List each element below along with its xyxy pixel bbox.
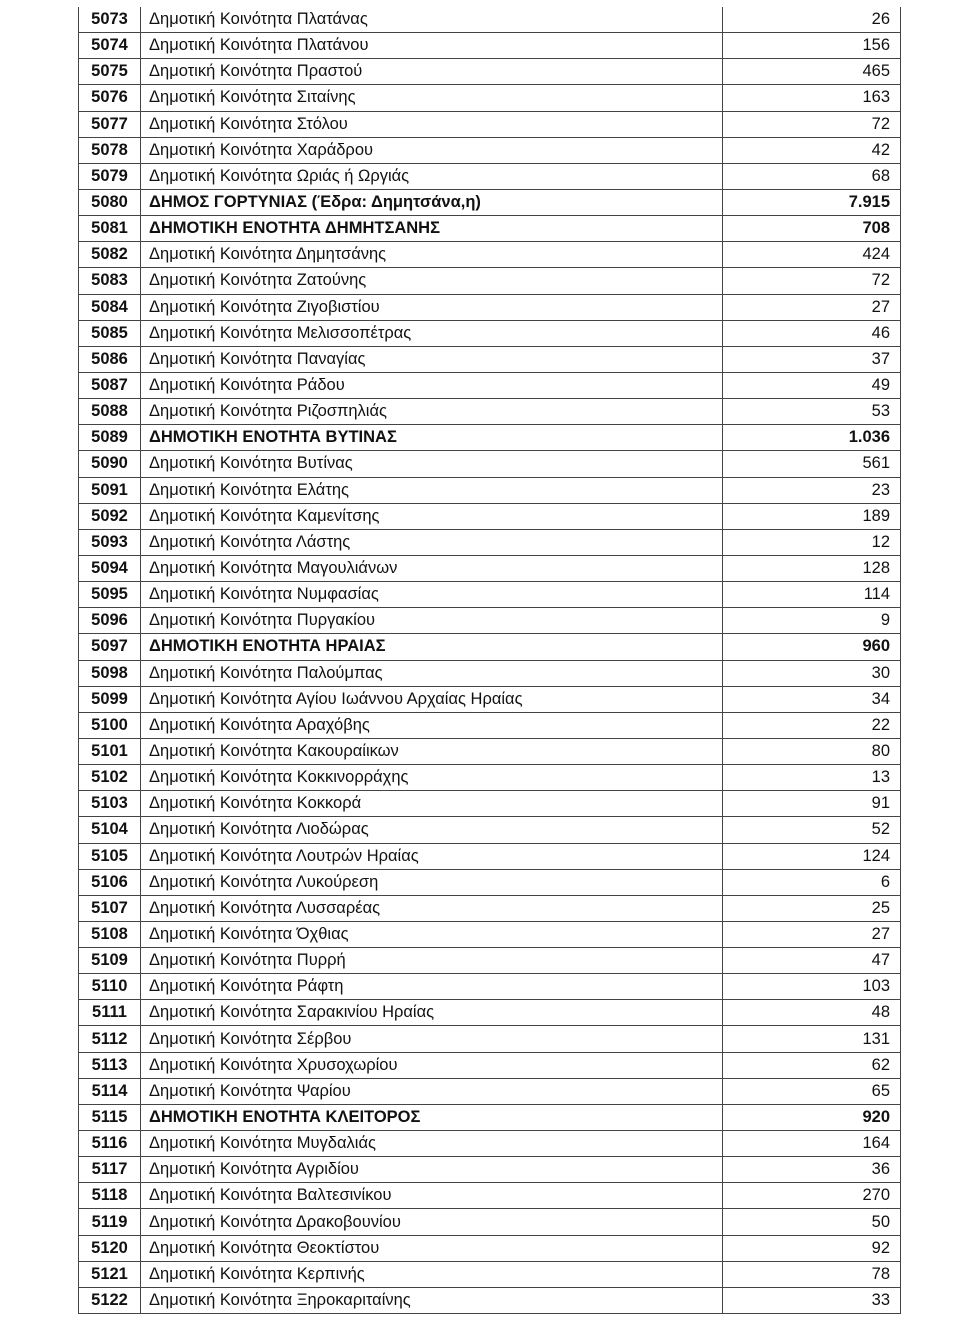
table-row [79, 1235, 901, 1261]
table-row [79, 477, 901, 503]
value-cell: 37 [723, 346, 901, 372]
code-cell: 5107 [79, 895, 141, 921]
table-row [79, 1078, 901, 1104]
value-cell: 164 [723, 1131, 901, 1157]
table-row [79, 346, 901, 372]
name-cell: Δημοτική Κοινότητα Λυκούρεση [141, 869, 723, 895]
value-cell: 156 [723, 33, 901, 59]
table-row [79, 294, 901, 320]
name-cell: Δημοτική Κοινότητα Λιοδώρας [141, 817, 723, 843]
name-cell: Δημοτική Κοινότητα Αραχόβης [141, 712, 723, 738]
value-cell: 13 [723, 765, 901, 791]
code-cell: 5085 [79, 320, 141, 346]
name-cell: Δημοτική Κοινότητα Σέρβου [141, 1026, 723, 1052]
value-cell: 27 [723, 294, 901, 320]
code-cell: 5090 [79, 451, 141, 477]
code-cell: 5113 [79, 1052, 141, 1078]
table-row [79, 582, 901, 608]
table-row [79, 921, 901, 947]
name-cell: Δημοτική Κοινότητα Μελισσοπέτρας [141, 320, 723, 346]
value-cell: 26 [723, 7, 901, 33]
value-cell: 163 [723, 85, 901, 111]
name-cell: Δημοτική Κοινότητα Πραστού [141, 59, 723, 85]
code-cell: 5086 [79, 346, 141, 372]
code-cell: 5091 [79, 477, 141, 503]
value-cell: 1.036 [723, 425, 901, 451]
table-row [79, 738, 901, 764]
name-cell: Δημοτική Κοινότητα Ωριάς ή Ωργιάς [141, 163, 723, 189]
code-cell: 5080 [79, 189, 141, 215]
value-cell: 424 [723, 242, 901, 268]
name-cell: Δημοτική Κοινότητα Βυτίνας [141, 451, 723, 477]
code-cell: 5096 [79, 608, 141, 634]
name-cell: Δημοτική Κοινότητα Λυσσαρέας [141, 895, 723, 921]
code-cell: 5112 [79, 1026, 141, 1052]
name-cell: Δημοτική Κοινότητα Ψαρίου [141, 1078, 723, 1104]
value-cell: 30 [723, 660, 901, 686]
name-cell: Δημοτική Κοινότητα Πυργακίου [141, 608, 723, 634]
code-cell: 5078 [79, 137, 141, 163]
value-cell: 52 [723, 817, 901, 843]
code-cell: 5083 [79, 268, 141, 294]
code-cell: 5110 [79, 974, 141, 1000]
value-cell: 91 [723, 791, 901, 817]
code-cell: 5106 [79, 869, 141, 895]
code-cell: 5079 [79, 163, 141, 189]
table-row [79, 268, 901, 294]
name-cell: Δημοτική Κοινότητα Αγίου Ιωάννου Αρχαίας Ηραίας [141, 686, 723, 712]
value-cell: 27 [723, 921, 901, 947]
value-cell: 561 [723, 451, 901, 477]
name-cell: Δημοτική Κοινότητα Κακουραίικων [141, 738, 723, 764]
name-cell: Δημοτική Κοινότητα Χαράδρου [141, 137, 723, 163]
name-cell: Δημοτική Κοινότητα Παλούμπας [141, 660, 723, 686]
value-cell: 131 [723, 1026, 901, 1052]
name-cell: Δημοτική Κοινότητα Μυγδαλιάς [141, 1131, 723, 1157]
value-cell: 48 [723, 1000, 901, 1026]
value-cell: 78 [723, 1261, 901, 1287]
code-cell: 5074 [79, 33, 141, 59]
table-row [79, 686, 901, 712]
value-cell: 708 [723, 216, 901, 242]
table-row [79, 1183, 901, 1209]
table-row-total [79, 189, 901, 215]
code-cell: 5116 [79, 1131, 141, 1157]
value-cell: 68 [723, 163, 901, 189]
value-cell: 128 [723, 555, 901, 581]
code-cell: 5103 [79, 791, 141, 817]
code-cell: 5076 [79, 85, 141, 111]
name-cell: ΔΗΜΟΤΙΚΗ ΕΝΟΤΗΤΑ ΗΡΑΙΑΣ [141, 634, 723, 660]
name-cell: Δημοτική Κοινότητα Πλατάνας [141, 7, 723, 33]
code-cell: 5098 [79, 660, 141, 686]
code-cell: 5073 [79, 7, 141, 33]
name-cell: Δημοτική Κοινότητα Παναγίας [141, 346, 723, 372]
table-row [79, 1261, 901, 1287]
table-row [79, 974, 901, 1000]
value-cell: 7.915 [723, 189, 901, 215]
table-row [79, 555, 901, 581]
value-cell: 46 [723, 320, 901, 346]
name-cell: Δημοτική Κοινότητα Δημητσάνης [141, 242, 723, 268]
code-cell: 5095 [79, 582, 141, 608]
table-row [79, 712, 901, 738]
value-cell: 12 [723, 529, 901, 555]
code-cell: 5077 [79, 111, 141, 137]
name-cell: Δημοτική Κοινότητα Χρυσοχωρίου [141, 1052, 723, 1078]
table-row [79, 1209, 901, 1235]
value-cell: 62 [723, 1052, 901, 1078]
code-cell: 5102 [79, 765, 141, 791]
name-cell: Δημοτική Κοινότητα Δρακοβουνίου [141, 1209, 723, 1235]
name-cell: Δημοτική Κοινότητα Θεοκτίστου [141, 1235, 723, 1261]
table-row [79, 33, 901, 59]
name-cell: Δημοτική Κοινότητα Ράφτη [141, 974, 723, 1000]
code-cell: 5097 [79, 634, 141, 660]
name-cell: Δημοτική Κοινότητα Ράδου [141, 372, 723, 398]
value-cell: 42 [723, 137, 901, 163]
name-cell: ΔΗΜΟΣ ΓΟΡΤΥΝΙΑΣ (Έδρα: Δημητσάνα,η) [141, 189, 723, 215]
value-cell: 50 [723, 1209, 901, 1235]
table-row [79, 7, 901, 33]
value-cell: 920 [723, 1104, 901, 1130]
table-row [79, 608, 901, 634]
value-cell: 6 [723, 869, 901, 895]
table-row [79, 85, 901, 111]
name-cell: Δημοτική Κοινότητα Όχθιας [141, 921, 723, 947]
table-row [79, 59, 901, 85]
table-row [79, 242, 901, 268]
code-cell: 5115 [79, 1104, 141, 1130]
code-cell: 5087 [79, 372, 141, 398]
table-row [79, 1052, 901, 1078]
table-row-total [79, 216, 901, 242]
code-cell: 5081 [79, 216, 141, 242]
name-cell: Δημοτική Κοινότητα Αγριδίου [141, 1157, 723, 1183]
code-cell: 5094 [79, 555, 141, 581]
code-cell: 5108 [79, 921, 141, 947]
code-cell: 5088 [79, 399, 141, 425]
value-cell: 9 [723, 608, 901, 634]
value-cell: 72 [723, 111, 901, 137]
code-cell: 5075 [79, 59, 141, 85]
table-row [79, 372, 901, 398]
table-row [79, 791, 901, 817]
name-cell: Δημοτική Κοινότητα Πλατάνου [141, 33, 723, 59]
value-cell: 270 [723, 1183, 901, 1209]
table-row [79, 1287, 901, 1313]
table-row [79, 869, 901, 895]
value-cell: 189 [723, 503, 901, 529]
name-cell: Δημοτική Κοινότητα Πυρρή [141, 948, 723, 974]
population-table [78, 7, 901, 1314]
name-cell: Δημοτική Κοινότητα Βαλτεσινίκου [141, 1183, 723, 1209]
value-cell: 53 [723, 399, 901, 425]
code-cell: 5120 [79, 1235, 141, 1261]
table-row [79, 163, 901, 189]
table-row-total [79, 425, 901, 451]
value-cell: 33 [723, 1287, 901, 1313]
table-row [79, 895, 901, 921]
name-cell: Δημοτική Κοινότητα Λάστης [141, 529, 723, 555]
code-cell: 5109 [79, 948, 141, 974]
code-cell: 5118 [79, 1183, 141, 1209]
name-cell: Δημοτική Κοινότητα Ζιγοβιστίου [141, 294, 723, 320]
name-cell: Δημοτική Κοινότητα Καμενίτσης [141, 503, 723, 529]
code-cell: 5092 [79, 503, 141, 529]
table-row [79, 1000, 901, 1026]
code-cell: 5104 [79, 817, 141, 843]
name-cell: Δημοτική Κοινότητα Στόλου [141, 111, 723, 137]
table-row [79, 817, 901, 843]
table-row-total [79, 1104, 901, 1130]
code-cell: 5122 [79, 1287, 141, 1313]
value-cell: 80 [723, 738, 901, 764]
value-cell: 124 [723, 843, 901, 869]
code-cell: 5082 [79, 242, 141, 268]
table-row [79, 843, 901, 869]
name-cell: Δημοτική Κοινότητα Κοκκινορράχης [141, 765, 723, 791]
name-cell: Δημοτική Κοινότητα Ζατούνης [141, 268, 723, 294]
table-row [79, 503, 901, 529]
name-cell: ΔΗΜΟΤΙΚΗ ΕΝΟΤΗΤΑ ΒΥΤΙΝΑΣ [141, 425, 723, 451]
name-cell: Δημοτική Κοινότητα Κερπινής [141, 1261, 723, 1287]
value-cell: 103 [723, 974, 901, 1000]
table-row [79, 529, 901, 555]
name-cell: Δημοτική Κοινότητα Νυμφασίας [141, 582, 723, 608]
table-row [79, 660, 901, 686]
value-cell: 465 [723, 59, 901, 85]
value-cell: 22 [723, 712, 901, 738]
table-row [79, 111, 901, 137]
name-cell: Δημοτική Κοινότητα Ελάτης [141, 477, 723, 503]
value-cell: 34 [723, 686, 901, 712]
code-cell: 5089 [79, 425, 141, 451]
code-cell: 5084 [79, 294, 141, 320]
table-row [79, 399, 901, 425]
code-cell: 5093 [79, 529, 141, 555]
value-cell: 36 [723, 1157, 901, 1183]
value-cell: 23 [723, 477, 901, 503]
name-cell: Δημοτική Κοινότητα Μαγουλιάνων [141, 555, 723, 581]
value-cell: 65 [723, 1078, 901, 1104]
name-cell: Δημοτική Κοινότητα Σιταίνης [141, 85, 723, 111]
code-cell: 5117 [79, 1157, 141, 1183]
name-cell: ΔΗΜΟΤΙΚΗ ΕΝΟΤΗΤΑ ΚΛΕΙΤΟΡΟΣ [141, 1104, 723, 1130]
name-cell: Δημοτική Κοινότητα Κοκκορά [141, 791, 723, 817]
table-row [79, 137, 901, 163]
code-cell: 5105 [79, 843, 141, 869]
table-row [79, 765, 901, 791]
value-cell: 47 [723, 948, 901, 974]
table-body [79, 7, 901, 1314]
value-cell: 49 [723, 372, 901, 398]
value-cell: 960 [723, 634, 901, 660]
value-cell: 25 [723, 895, 901, 921]
code-cell: 5114 [79, 1078, 141, 1104]
code-cell: 5100 [79, 712, 141, 738]
table-row [79, 1026, 901, 1052]
value-cell: 92 [723, 1235, 901, 1261]
code-cell: 5099 [79, 686, 141, 712]
code-cell: 5111 [79, 1000, 141, 1026]
name-cell: Δημοτική Κοινότητα Ξηροκαριταίνης [141, 1287, 723, 1313]
table-row-total [79, 634, 901, 660]
name-cell: Δημοτική Κοινότητα Λουτρών Ηραίας [141, 843, 723, 869]
table-row [79, 451, 901, 477]
name-cell: ΔΗΜΟΤΙΚΗ ΕΝΟΤΗΤΑ ΔΗΜΗΤΣΑΝΗΣ [141, 216, 723, 242]
name-cell: Δημοτική Κοινότητα Ριζοσπηλιάς [141, 399, 723, 425]
value-cell: 114 [723, 582, 901, 608]
table-row [79, 320, 901, 346]
table-row [79, 948, 901, 974]
code-cell: 5121 [79, 1261, 141, 1287]
name-cell: Δημοτική Κοινότητα Σαρακινίου Ηραίας [141, 1000, 723, 1026]
table-row [79, 1157, 901, 1183]
table-row [79, 1131, 901, 1157]
code-cell: 5101 [79, 738, 141, 764]
value-cell: 72 [723, 268, 901, 294]
code-cell: 5119 [79, 1209, 141, 1235]
